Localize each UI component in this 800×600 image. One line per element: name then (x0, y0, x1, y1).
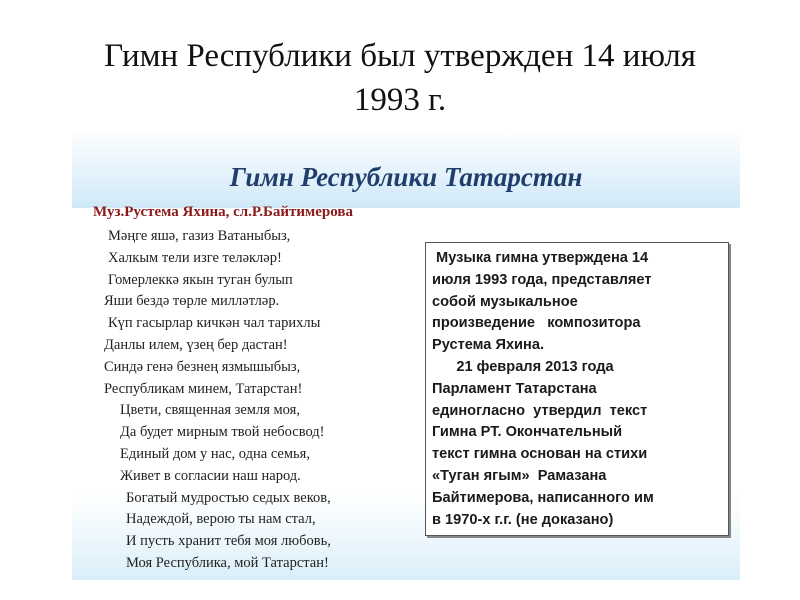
info-box (425, 242, 729, 536)
info-line: произведение композитора (432, 315, 641, 332)
info-line: Байтимерова, написанного им (432, 489, 654, 506)
lyric-line: Да будет мирным твой небосвод! (120, 424, 325, 441)
lyric-line: Гомерлеккә якын туган булып (108, 271, 293, 288)
anthem-lyrics (94, 226, 434, 575)
info-line: «Туган ягым» Рамазана (432, 467, 607, 484)
lyric-line: Халкым тели изге теләкләр! (108, 249, 282, 266)
lyric-line: Живет в согласии наш народ. (120, 467, 301, 484)
anthem-image (72, 128, 740, 580)
lyric-line: Данлы илем, үзең бер дастан! (104, 336, 288, 353)
slide-title-line: Гимн Республики был утвержден 14 июля (104, 38, 696, 74)
lyric-line: Яши бездә төрле милләтләр. (104, 293, 280, 310)
info-line: Парламент Татарстана (432, 380, 597, 397)
info-line: Музыка гимна утверждена 14 (432, 250, 649, 266)
lyric-line: Республикам минем, Татарстан! (104, 380, 303, 397)
anthem-credits: Муз.Рустема Яхина, сл.Р.Байтимерова (93, 204, 353, 220)
slide-title-line: 1993 г. (353, 82, 447, 118)
info-line: текст гимна основан на стихи (432, 446, 648, 463)
info-line: в 1970-х г.г. (не доказано) (432, 511, 614, 528)
info-line: июля 1993 года, представляет (432, 271, 652, 288)
info-line: единогласно утвердил текст (432, 402, 648, 419)
info-line: Рустема Яхина. (432, 337, 545, 354)
lyric-line: Единый дом у нас, одна семья, (120, 445, 310, 462)
slide-title (20, 34, 780, 122)
lyric-line: Богатый мудростью седых веков, (126, 489, 331, 506)
lyric-line: Синдә генә безнең язмышыбыз, (104, 358, 301, 375)
lyric-line: Цвети, священная земля моя, (120, 402, 300, 419)
lyric-line: Надеждой, верою ты нам стал, (126, 511, 316, 528)
lyric-line: И пусть хранит тебя моя любовь, (126, 533, 331, 550)
lyric-line: Күп гасырлар кичкән чал тарихлы (108, 315, 321, 332)
info-line: Гимна РТ. Окончательный (432, 424, 623, 441)
anthem-heading: Гимн Республики Татарстан (229, 162, 583, 192)
info-line: 21 февраля 2013 года (432, 358, 614, 375)
lyric-line: Мәңге яшә, газиз Ватаныбыз, (108, 228, 291, 244)
info-line: собой музыкальное (432, 293, 578, 310)
lyric-line: Моя Республика, мой Татарстан! (126, 554, 329, 571)
